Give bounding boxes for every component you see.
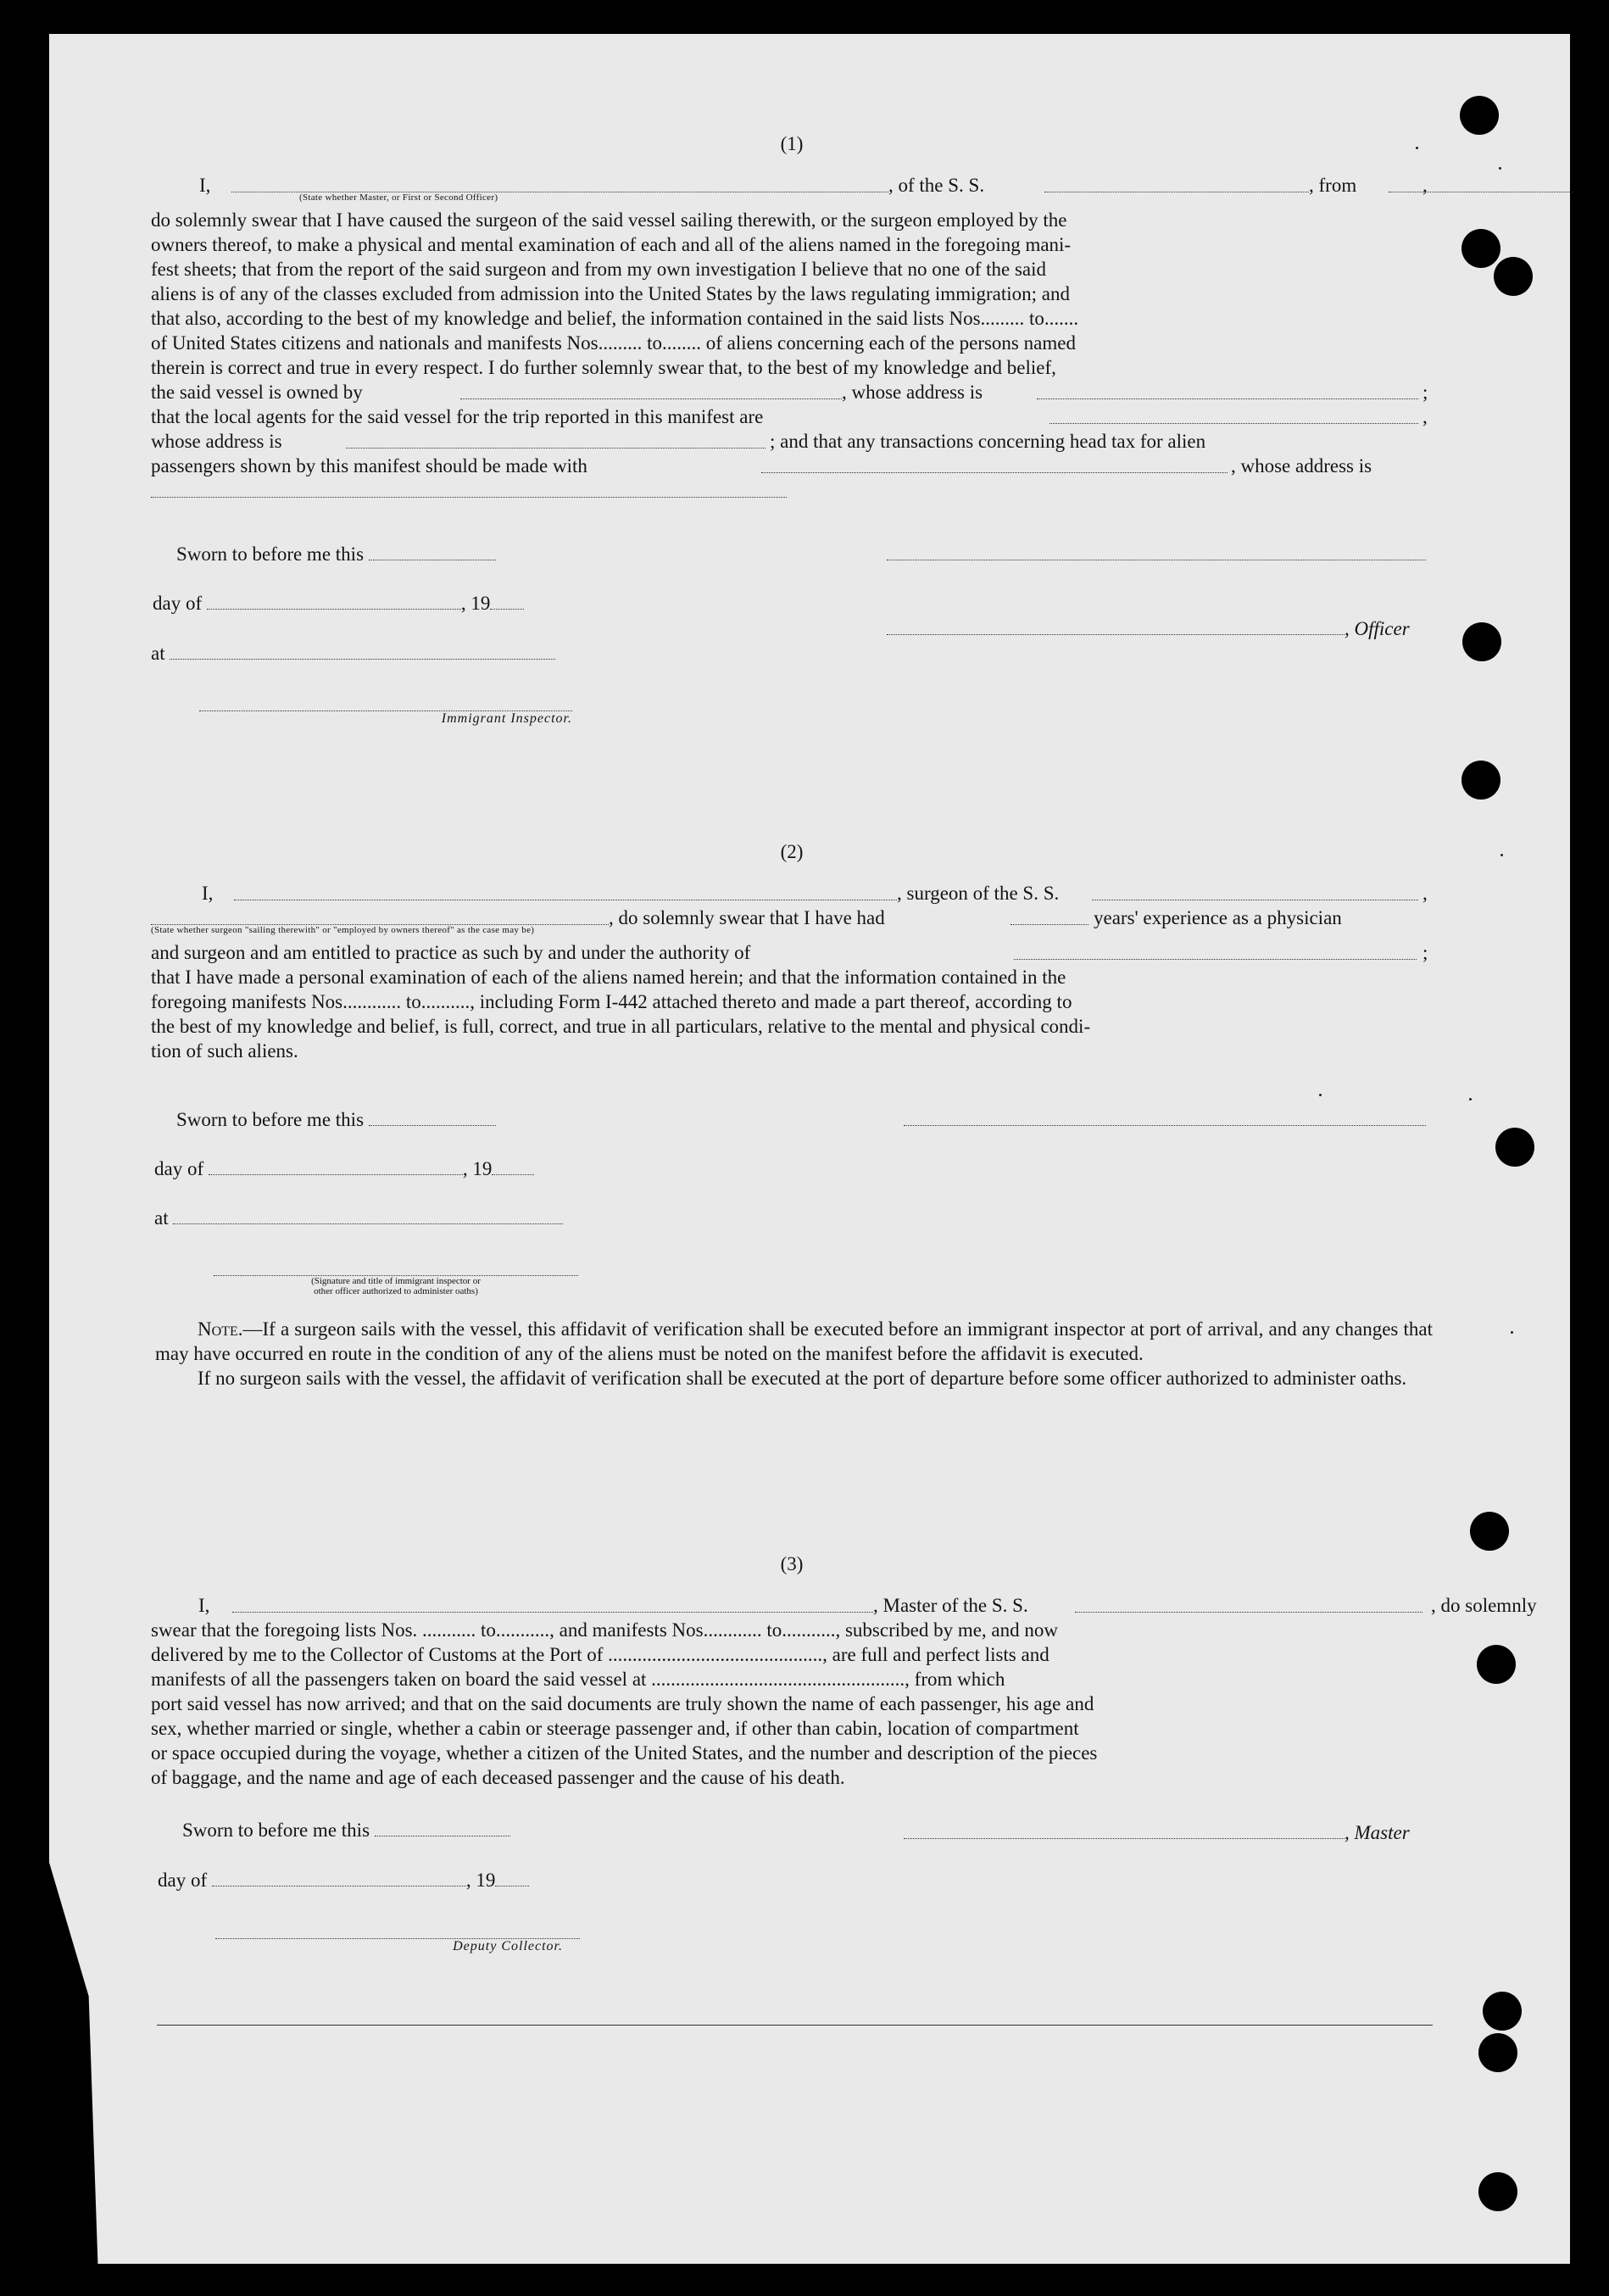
- binder-hole: [1478, 2033, 1517, 2072]
- section-number: (1): [780, 133, 804, 154]
- master-line-1: I, , Master of the S. S. , do solemnly: [198, 1595, 1537, 1616]
- binder-hole: [1462, 622, 1501, 661]
- ship-name-field-3[interactable]: [1075, 1595, 1422, 1613]
- master-signature-field[interactable]: [887, 543, 1426, 560]
- owner-address-field[interactable]: [1037, 382, 1418, 399]
- body-line: swear that the foregoing lists Nos. ........... to..........., and manifests Nos............ to..........., subscribed by me, and now: [151, 1619, 1059, 1641]
- sworn-day-field-3[interactable]: [375, 1819, 510, 1836]
- binder-hole: [1460, 96, 1499, 135]
- body-line: manifests of all the passengers taken on board the said vessel at ...................................................., from which: [151, 1669, 1005, 1690]
- at-line-2: at: [154, 1207, 563, 1229]
- body-line: port said vessel has now arrived; and that on the said documents are truly shown the name of each passenger, his age and: [151, 1693, 1094, 1714]
- owner-field[interactable]: [460, 382, 842, 399]
- section-1-master-oath: [151, 131, 1433, 503]
- day-line-1: day of , 19: [153, 592, 524, 615]
- inspector-signature-field[interactable]: [199, 694, 572, 711]
- ink-speck: [1319, 1094, 1322, 1096]
- agents-line: that the local agents for the said vessel for the trip reported in this manifest are ,: [151, 406, 1428, 427]
- surgeon-note: Note.—If a surgeon sails with the vessel, this affidavit of verification shall be executed before an immigrant inspector at port of arrival, and any changes that may have occurred en route in the condition of any of the aliens must be noted on the manifest before the affidavit is executed. If no surgeon sails with the vessel, the affidavit of verification shall be executed at the port of departure before some officer authorized to administer oaths.: [155, 1318, 1433, 1389]
- ink-speck: [1511, 1331, 1513, 1334]
- agents-address-line: whose address is ; and that any transactions concerning head tax for alien: [151, 431, 1206, 452]
- month-field-2[interactable]: [209, 1157, 463, 1175]
- sworn-line-3: Sworn to before me this: [182, 1819, 510, 1842]
- head-tax-party-field[interactable]: [761, 455, 1228, 473]
- officer-signature-blank: [887, 543, 1426, 566]
- at-place-field-2[interactable]: [173, 1207, 563, 1224]
- at-line-1: at: [151, 642, 555, 665]
- body-line: do solemnly swear that I have caused the surgeon of the said vessel sailing therewith, or the surgeon employed by the: [151, 209, 1067, 231]
- master-name-field[interactable]: [232, 1595, 873, 1613]
- authority-field[interactable]: [1014, 942, 1417, 960]
- year-field[interactable]: [490, 592, 524, 610]
- surgeon-line-1: I, , surgeon of the S. S. ,: [202, 883, 1428, 904]
- binder-hole: [1495, 1128, 1534, 1167]
- body-line: sex, whether married or single, whether a cabin or steerage passenger and, if other than cabin, location of compartment: [151, 1718, 1079, 1739]
- body-line: foregoing manifests Nos............ to.........., including Form I-442 attached thereto and made a part thereof, according to: [151, 991, 1072, 1012]
- officer-hint: (State whether Master, or First or Second Officer): [299, 192, 498, 203]
- surgeon-name-field[interactable]: [234, 883, 897, 900]
- surgeon-signature-blank: [904, 1108, 1426, 1131]
- body-line: or space occupied during the voyage, whether a citizen of the United States, and the number and description of the pieces: [151, 1742, 1098, 1764]
- sworn-day-field[interactable]: [369, 543, 496, 560]
- binder-hole: [1470, 1512, 1509, 1551]
- master-signature-field-3[interactable]: [904, 1821, 1345, 1839]
- inspector-signature-2: (Signature and title of immigrant inspector or other officer authorized to administer oaths): [214, 1258, 578, 1296]
- deputy-signature: Deputy Collector.: [215, 1921, 580, 1954]
- section-3-master-oath: [151, 1552, 1537, 1790]
- body-line: of baggage, and the name and age of each deceased passenger and the cause of his death.: [151, 1767, 845, 1788]
- section-2-surgeon-oath: [151, 839, 1433, 1063]
- ink-speck: [1500, 854, 1503, 856]
- day-line-3: day of , 19: [158, 1869, 529, 1892]
- body-line: the best of my knowledge and belief, is full, correct, and true in all particulars, relative to the mental and physical condi-: [151, 1016, 1091, 1037]
- owner-line: the said vessel is owned by , whose address is ;: [151, 382, 1428, 403]
- deputy-signature-field[interactable]: [215, 1921, 580, 1939]
- section-number: (2): [780, 841, 804, 862]
- year-field-2[interactable]: [492, 1157, 534, 1175]
- sworn-day-field-2[interactable]: [369, 1108, 496, 1126]
- binder-hole: [1478, 2172, 1517, 2211]
- binder-hole: [1461, 229, 1500, 268]
- head-tax-line: passengers shown by this manifest should be made with , whose address is: [151, 455, 1372, 476]
- body-line: delivered by me to the Collector of Customs at the Port of ............................................, are full and perfect lists and: [151, 1644, 1049, 1665]
- binder-hole: [1461, 761, 1500, 800]
- master-signature-line: , Master: [904, 1821, 1410, 1844]
- body-line: aliens is of any of the classes excluded from admission into the United States by the laws regulating immigration; and: [151, 283, 1070, 304]
- body-line: tion of such aliens.: [151, 1040, 298, 1062]
- body-line: therein is correct and true in every respect. I do further solemnly swear that, to the best of my knowledge and belief,: [151, 357, 1056, 378]
- body-line: owners thereof, to make a physical and mental examination of each and all of the aliens named in the foregoing mani-: [151, 234, 1072, 255]
- surgeon-status-field[interactable]: [151, 907, 609, 925]
- ink-speck: [1499, 167, 1501, 170]
- surgeon-line-2: , do solemnly swear that I have had years' experience as a physician: [151, 906, 1433, 930]
- agents-address-field[interactable]: [346, 431, 766, 449]
- authority-line: and surgeon and am entitled to practice as such by and under the authority of ;: [151, 942, 1428, 963]
- oath-line-1: I, , of the S. S. , from ,: [151, 173, 1433, 198]
- body-line: of United States citizens and nationals and manifests Nos......... to........ of aliens concerning each of the persons named: [151, 332, 1076, 354]
- body-line: fest sheets; that from the report of the said surgeon and from my own investigation I believe that no one of the said: [151, 259, 1047, 280]
- section-number: (3): [780, 1553, 804, 1574]
- head-tax-address-field[interactable]: [151, 480, 787, 498]
- ink-speck: [1469, 1098, 1472, 1101]
- month-field-3[interactable]: [212, 1869, 466, 1886]
- surgeon-signature-field[interactable]: [904, 1108, 1426, 1126]
- binder-hole: [1483, 1992, 1522, 2031]
- day-line-2: day of , 19: [154, 1157, 534, 1180]
- binder-hole: [1494, 257, 1533, 296]
- agents-field[interactable]: [1049, 406, 1418, 424]
- year-field-3[interactable]: [495, 1869, 529, 1886]
- sworn-line-1: Sworn to before me this: [176, 543, 496, 566]
- sworn-line-2: Sworn to before me this: [176, 1108, 496, 1131]
- officer-name-field[interactable]: [231, 175, 888, 192]
- ship-name-field-2[interactable]: [1092, 883, 1418, 900]
- binder-hole: [1477, 1645, 1516, 1684]
- month-field[interactable]: [207, 592, 461, 610]
- inspector-signature-field-2[interactable]: [214, 1258, 578, 1276]
- ship-name-field[interactable]: [1044, 175, 1309, 192]
- from-port-field[interactable]: [1389, 175, 1573, 192]
- years-field[interactable]: [1010, 907, 1088, 925]
- at-place-field[interactable]: [170, 642, 555, 660]
- inspector-signature-1: Immigrant Inspector.: [199, 694, 572, 727]
- body-line: that I have made a personal examination of each of the aliens named herein; and that the information contained in the: [151, 967, 1066, 988]
- officer-signature-field[interactable]: [887, 617, 1345, 635]
- bottom-rule: [157, 2025, 1433, 2026]
- surgeon-hint: (State whether surgeon "sailing therewith" or "employed by owners thereof" as the case may be): [151, 925, 535, 935]
- body-line: that also, according to the best of my knowledge and belief, the information contained in the said lists Nos......... to.......: [151, 308, 1079, 329]
- officer-signature-line: , Officer: [887, 617, 1410, 640]
- head-tax-address-line: [151, 478, 1433, 503]
